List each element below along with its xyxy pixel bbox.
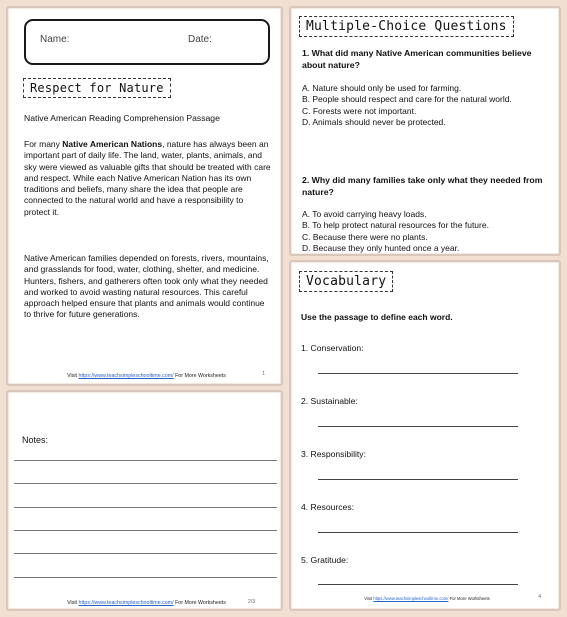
option-c: C. Forests were not important. — [302, 105, 417, 116]
answer-line — [318, 426, 518, 427]
note-line — [14, 553, 277, 554]
question-1-options — [302, 83, 552, 128]
name-date-box — [24, 19, 270, 65]
question-1: 1. What did many Native American communities believe about nature? — [302, 48, 532, 70]
vocab-word: 1. Conservation: — [301, 343, 364, 353]
answer-line — [318, 584, 518, 585]
footer-link[interactable]: https://www.teachsimpleschooltime.com/ — [373, 596, 449, 601]
vocab-page — [289, 260, 561, 611]
footer — [8, 373, 285, 379]
footer-tail: For More Worksheets — [448, 596, 490, 601]
mcq-page — [289, 6, 561, 256]
vocab-instruction: Use the passage to define each word. — [301, 312, 453, 322]
note-line — [14, 483, 277, 484]
para1-bold: Native American Nations — [62, 139, 163, 149]
option-a: A. To avoid carrying heavy loads. — [302, 209, 427, 219]
answer-line — [318, 532, 518, 533]
para1-intro: For many — [24, 139, 63, 149]
answer-line — [318, 479, 518, 480]
note-line — [14, 460, 277, 461]
date-label: Date: — [188, 34, 212, 45]
footer-visit: Visit — [364, 596, 374, 601]
footer-link[interactable]: https://www.teachsimpleschooltime.com/ — [78, 373, 174, 379]
note-line — [14, 530, 277, 531]
mcq-title: Multiple-Choice Questions — [299, 16, 514, 37]
footer-tail: For More Worksheets — [173, 600, 226, 606]
vocab-word: 5. Gratitude: — [301, 555, 349, 565]
paragraph-1 — [24, 139, 271, 218]
page-number: 4 — [538, 594, 541, 600]
option-d: D. Because they only hunted once a year. — [302, 242, 460, 253]
notes-page — [6, 390, 283, 611]
note-line — [14, 577, 277, 578]
question-2: 2. Why did many families take only what they needed from nature? — [302, 175, 543, 197]
name-label: Name: — [40, 34, 70, 45]
footer-tail: For More Worksheets — [173, 373, 226, 379]
notes-label: Notes: — [22, 435, 49, 445]
para1-rest: , nature has always been an important part of daily life. The land, water, plants, animals, and sky were viewed as valuable gifts that should be treated with care and respect. While each Native American Nation has its own traditions and beliefs, many share the idea that people are connected to the natural world and have a responsibility to protect it. — [24, 139, 271, 217]
reading-page — [6, 6, 283, 386]
option-b: B. People should respect and care for the natural world. — [302, 94, 512, 105]
question-2-options — [302, 209, 552, 254]
page-number: 1 — [262, 371, 265, 377]
option-d: D. Animals should never be protected. — [302, 116, 446, 127]
footer — [8, 600, 285, 606]
vocab-word: 2. Sustainable: — [301, 396, 358, 406]
note-line — [14, 507, 277, 508]
reading-title: Respect for Nature — [23, 78, 171, 98]
vocab-word: 3. Responsibility: — [301, 449, 366, 459]
answer-line — [318, 373, 518, 374]
footer-link[interactable]: https://www.teachsimpleschooltime.com/ — [78, 600, 174, 606]
footer-visit: Visit — [67, 600, 79, 606]
page-number: 2/3 — [248, 599, 255, 605]
option-a: A. Nature should only be used for farming. — [302, 83, 462, 93]
vocab-word: 4. Resources: — [301, 502, 355, 512]
vocab-title: Vocabulary — [299, 271, 393, 292]
option-c: C. Because there were no plants. — [302, 231, 428, 242]
footer-visit: Visit — [67, 373, 79, 379]
footer — [291, 596, 563, 601]
reading-subtitle: Native American Reading Comprehension Passage — [24, 113, 220, 123]
option-b: B. To help protect natural resources for the future. — [302, 220, 489, 231]
paragraph-2: Native American families depended on forests, rivers, mountains, and grasslands for food, water, clothing, shelter, and medicine. Hunters, fishers, and gatherers often took only what they needed and worked to avoid wasting natural resources. This careful approach helped ensure that plants and animals would continue to thrive for future generations. — [24, 253, 269, 320]
